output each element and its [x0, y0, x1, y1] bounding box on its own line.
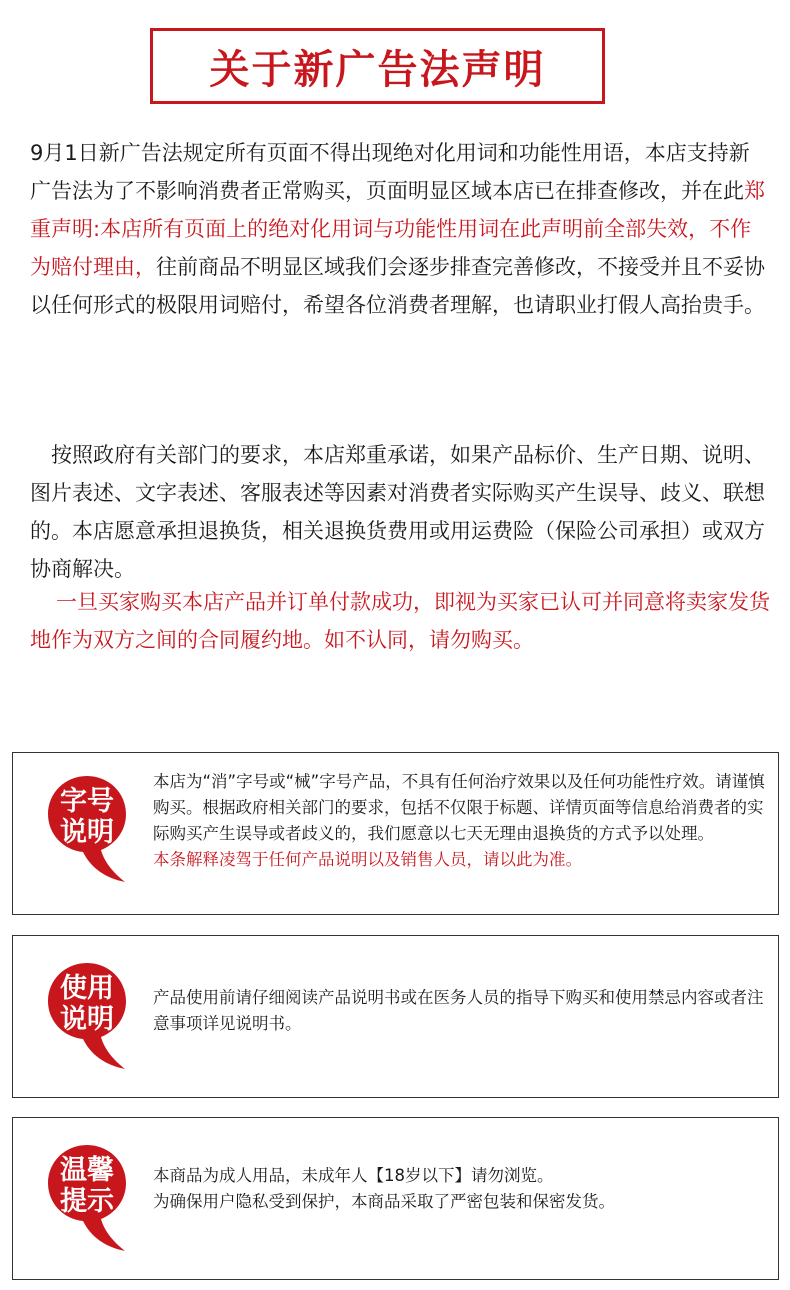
contract-paragraph: 一旦买家购买本店产品并订单付款成功，即视为买家已认可并同意将卖家发货地作为双方之间的合同履约地。如不认同，请勿购买。: [30, 590, 770, 652]
notice-text: 本店为“消”字号或“械”字号产品，不具有任何治疗效果以及任何功能性疗效。请谨慎购买。根据政府相关部门的要求，包括不仅限于标题、详情页面等信息给消费者的实际购买产生误导或者歧义的，我们愿意以七天无理由退换货的方式予以处理。: [153, 772, 765, 843]
badge-line-2: 提示: [60, 1186, 114, 1217]
statement-text-2: 往前商品不明显区域我们会逐步排查完善修改，不接受并且不妥协以任何形式的极限用词赔付，希望各位消费者理解，也请职业打假人高抬贵手。: [30, 255, 765, 317]
notice-box-trademark: [12, 752, 779, 915]
badge-line-1: 温馨: [60, 1155, 114, 1186]
notice-text: 产品使用前请仔细阅读产品说明书或在医务人员的指导下购买和使用禁忌内容或者注意事项详见说明书。: [153, 988, 764, 1033]
speech-bubble-badge-icon: [47, 961, 143, 1073]
speech-bubble-badge-icon: [47, 774, 143, 886]
statement-paragraph: [30, 134, 770, 324]
notice-box-usage: [12, 935, 779, 1098]
notice-red-text: 本条解释凌驾于任何产品说明以及销售人员，请以此为准。: [153, 850, 582, 869]
badge-line-2: 说明: [60, 1004, 114, 1035]
speech-bubble-badge-icon: [47, 1143, 143, 1255]
title-box: [150, 28, 605, 104]
notice-box-tips: [12, 1117, 779, 1280]
notice-body: [153, 985, 768, 1037]
notice-line-2: 为确保用户隐私受到保护，本商品采取了严密包装和保密发货。: [153, 1192, 615, 1211]
page-title: 关于新广告法声明: [209, 46, 546, 93]
commitment-paragraph: 按照政府有关部门的要求，本店郑重承诺，如果产品标价、生产日期、说明、图片表述、文字表述、客服表述等因素对消费者实际购买产生误导、歧义、联想的。本店愿意承担退换货，相关退换货费用或用运费险（保险公司承担）或双方协商解决。: [30, 443, 765, 581]
notice-body: [153, 1163, 768, 1215]
notice-line-1: 本商品为成人用品，未成年人【18岁以下】请勿浏览。: [153, 1166, 554, 1185]
statement-highlight: 郑重声明:本店所有页面上的绝对化用词与功能性用词在此声明前全部失效，不作为赔付理由，: [30, 179, 765, 279]
statement-text-1: 9月1日新广告法规定所有页面不得出现绝对化用词和功能性用语，本店支持新广告法为了不影响消费者正常购买，页面明显区域本店已在排查修改，并在此: [30, 141, 750, 203]
badge-line-2: 说明: [60, 817, 114, 848]
badge-line-1: 字号: [60, 786, 114, 817]
badge-line-1: 使用: [60, 973, 114, 1004]
notice-body: [153, 769, 768, 873]
